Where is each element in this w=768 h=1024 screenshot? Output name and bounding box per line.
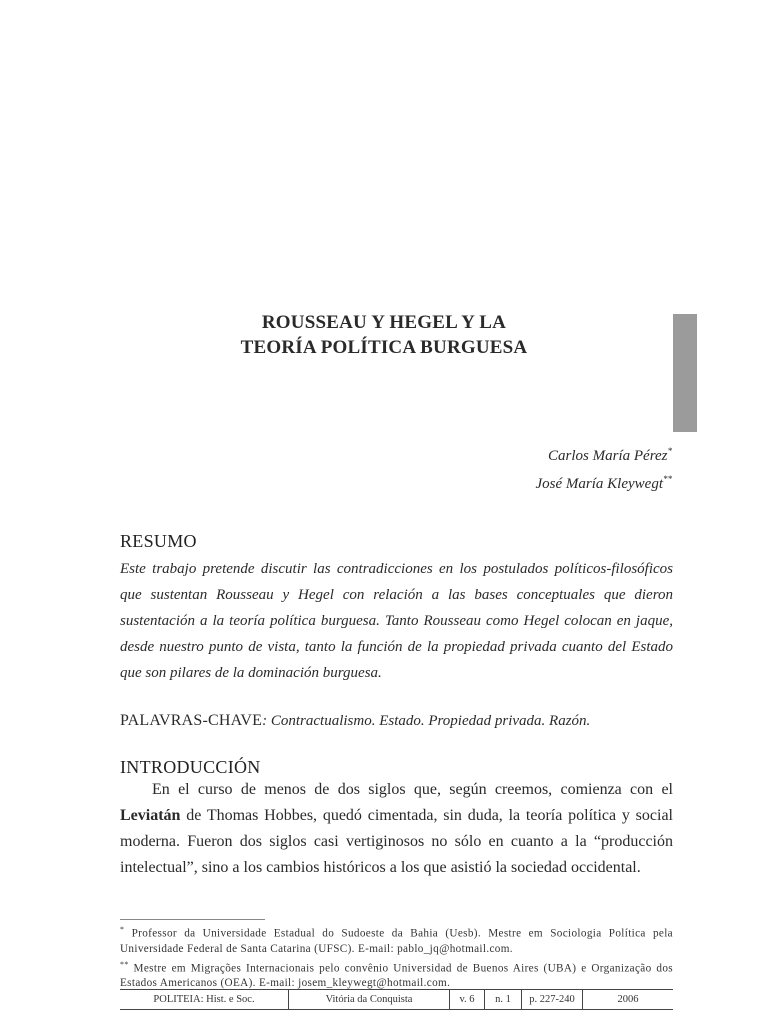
keywords-line [120, 710, 673, 732]
author-1-name: Carlos María Pérez [548, 448, 668, 464]
title-line-1: ROUSSEAU Y HEGEL Y LA [261, 312, 507, 333]
footnotes [120, 922, 673, 991]
footer-city: Vitória da Conquista [289, 990, 450, 1010]
footnote-2-mark: ** [120, 959, 129, 969]
author-2 [536, 468, 672, 496]
footer-number: n. 1 [485, 990, 522, 1010]
resumo-heading: RESUMO [120, 531, 197, 551]
author-2-mark: ** [663, 474, 672, 484]
footnote-2 [120, 957, 673, 992]
author-1 [536, 440, 672, 468]
footer-journal: POLITEIA: Hist. e Soc. [120, 990, 289, 1010]
journal-footer [120, 989, 673, 1010]
footer-row [120, 990, 673, 1010]
title-line-2: TEORÍA POLÍTICA BURGUESA [240, 337, 528, 358]
intro-bold-term: Leviatán [120, 807, 181, 824]
author-2-name: José María Kleywegt [535, 476, 663, 492]
keywords-list: : Contractualismo. Estado. Propiedad privada. Razón. [262, 713, 591, 729]
article-title [0, 310, 768, 360]
footnote-separator [120, 919, 265, 920]
footer-year: 2006 [583, 990, 674, 1010]
abstract-text: Este trabajo pretende discutir las contradicciones en los postulados políticos-filosóficos que sustentan Rousseau y Hegel con relación a las bases conceptuales que dieron sustentación a la teoría política burguesa. Tanto Rousseau como Hegel colocan en jaque, desde nuestro punto de vista, tanto la función de la propiedad privada cuanto del Estado que son pilares de la dominación burguesa. [120, 561, 673, 681]
author-block [536, 440, 672, 496]
author-1-mark: * [667, 446, 672, 456]
footnote-1 [120, 922, 673, 957]
footer-volume: v. 6 [450, 990, 485, 1010]
introduccion-heading: INTRODUCCIÓN [120, 757, 261, 777]
intro-text-part-2: de Thomas Hobbes, quedó cimentada, sin duda, la teoría política y social moderna. Fueron dos siglos casi vertiginosos no sólo en cuanto a la “producción intelectual”, sino a los cambios históricos a los que asistió la sociedad occidental. [120, 807, 673, 876]
footnote-1-text: Professor da Universidade Estadual do Sudoeste da Bahia (Uesb). Mestre em Sociologia Política pela Universidade Federal de Santa Catarina (UFSC). E-mail: pablo_jq@hotmail.com. [120, 927, 673, 955]
footnote-2-text: Mestre em Migrações Internacionais pelo convênio Universidad de Buenos Aires (UBA) e Organização dos Estados Americanos (OEA). E-mail: josem_kleywegt@hotmail.com. [120, 962, 673, 990]
keywords-label: PALAVRAS-CHAVE [120, 712, 263, 729]
footnote-1-mark: * [120, 925, 125, 934]
footer-pages: p. 227-240 [522, 990, 583, 1010]
intro-text-part-1: En el curso de menos de dos siglos que, según creemos, comienza con el [152, 781, 673, 798]
introduccion-paragraph [120, 777, 673, 881]
